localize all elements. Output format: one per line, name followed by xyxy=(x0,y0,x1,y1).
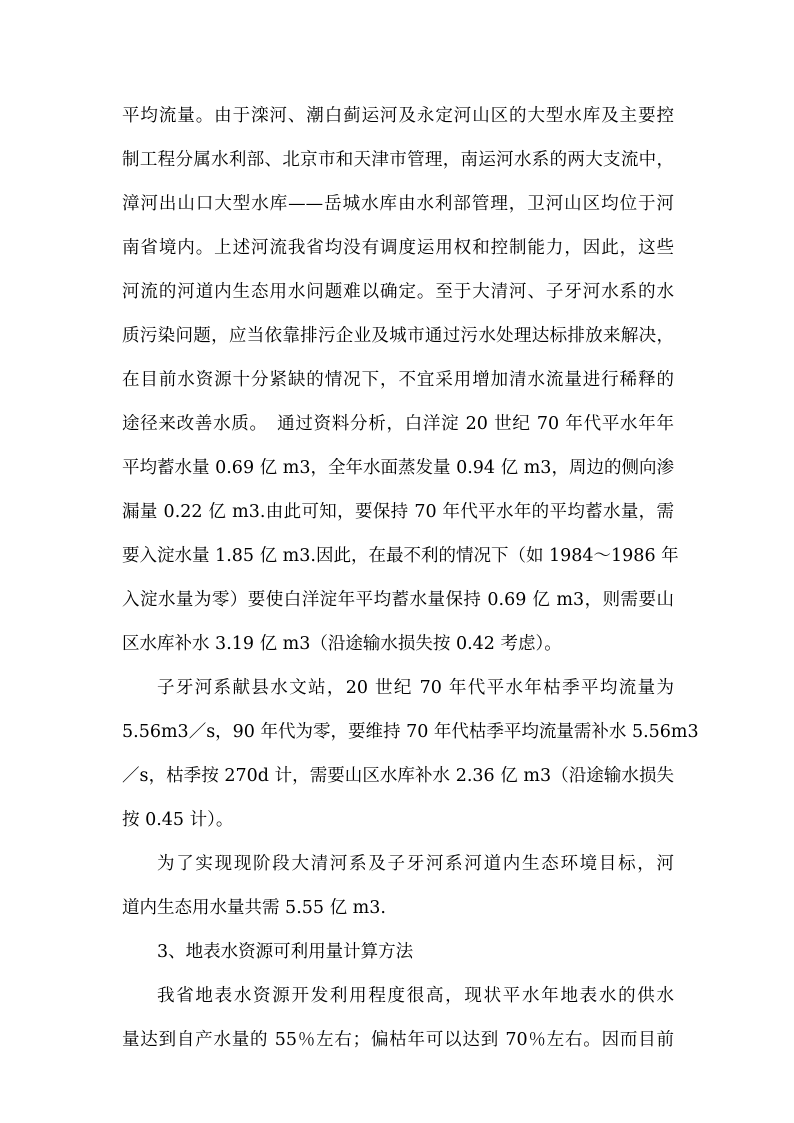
text-line: 途径来改善水质。 通过资料分析，白洋淀 20 世纪 70 年代平水年年 xyxy=(122,414,674,434)
text-line: 要入淀水量 1.85 亿 m3.因此，在最不利的情况下（如 1984～1986 年 xyxy=(122,546,679,566)
text-line: 道内生态用水量共需 5.55 亿 m3. xyxy=(122,898,386,918)
text-line: 平均蓄水量 0.69 亿 m3，全年水面蒸发量 0.94 亿 m3，周边的侧向渗 xyxy=(122,458,674,478)
text-line: 质污染问题，应当依靠排污企业及城市通过污水处理达标排放来解决， xyxy=(122,326,674,346)
text-line: 区水库补水 3.19 亿 m3（沿途输水损失按 0.42 考虑）。 xyxy=(122,634,562,654)
text-line: 子牙河系献县水文站，20 世纪 70 年代平水年枯季平均流量为 xyxy=(157,678,674,698)
text-line: 漏量 0.22 亿 m3.由此可知，要保持 70 年代平水年的平均蓄水量，需 xyxy=(122,502,674,522)
text-line: 量达到自产水量的 55％左右；偏枯年可以达到 70％左右。因而目前 xyxy=(122,1030,674,1050)
text-line: 平均流量。由于滦河、潮白蓟运河及永定河山区的大型水库及主要控 xyxy=(122,106,674,126)
text-line: 入淀水量为零）要使白洋淀年平均蓄水量保持 0.69 亿 m3，则需要山 xyxy=(122,590,674,610)
section-heading: 3、地表水资源可利用量计算方法 xyxy=(157,942,414,962)
text-line: 漳河出山口大型水库——岳城水库由水利部管理，卫河山区均位于河 xyxy=(122,194,674,214)
text-line: 在目前水资源十分紧缺的情况下，不宜采用增加清水流量进行稀释的 xyxy=(122,370,674,390)
text-line: 制工程分属水利部、北京市和天津市管理，南运河水系的两大支流中， xyxy=(122,150,674,170)
text-line: 按 0.45 计）。 xyxy=(122,810,234,830)
text-line: 为了实现现阶段大清河系及子牙河系河道内生态环境目标，河 xyxy=(157,854,674,874)
text-line: 南省境内。上述河流我省均没有调度运用权和控制能力，因此，这些 xyxy=(122,238,674,258)
text-line: ／s，枯季按 270d 计，需要山区水库补水 2.36 亿 m3（沿途输水损失 xyxy=(122,766,674,786)
text-line: 河流的河道内生态用水问题难以确定。至于大清河、子牙河水系的水 xyxy=(122,282,674,302)
text-line: 我省地表水资源开发利用程度很高，现状平水年地表水的供水 xyxy=(157,986,674,1006)
text-line: 5.56m3／s，90 年代为零，要维持 70 年代枯季平均流量需补水 5.56m3 xyxy=(122,722,699,742)
